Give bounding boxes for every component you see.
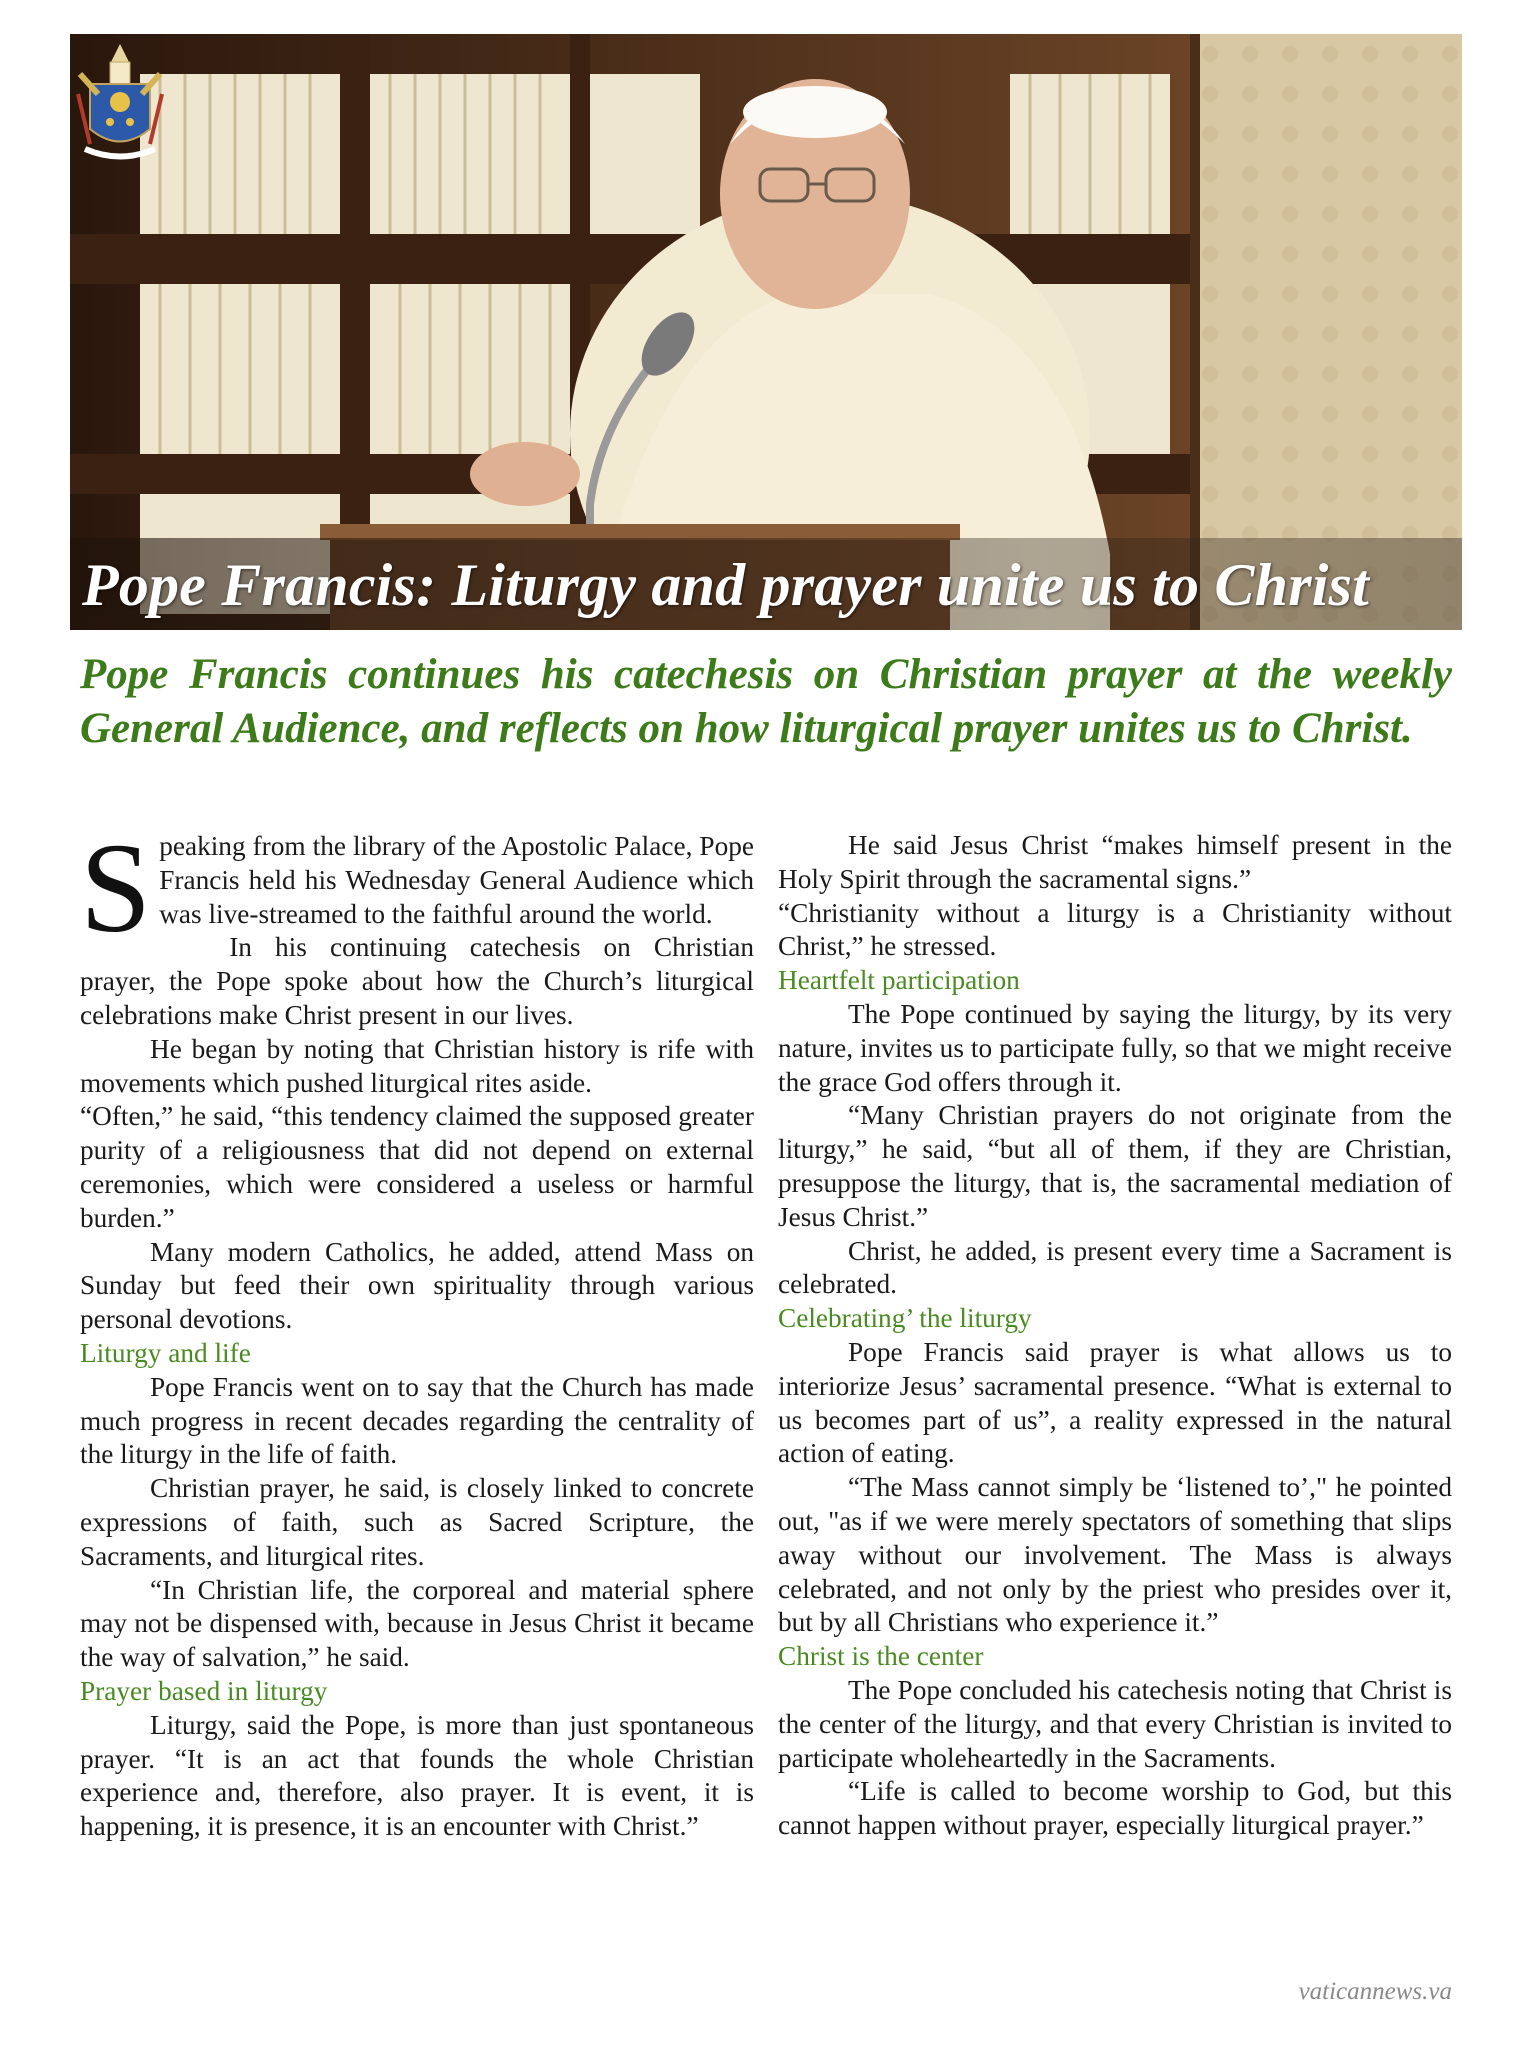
article-title: Pope Francis: Liturgy and prayer unite us to Christ (82, 552, 1370, 618)
paragraph: “Christianity without a liturgy is a Christianity without Christ,” he stressed. (778, 897, 1452, 962)
paragraph: He began by noting that Christian history is rife with movements which pushed liturgical rites aside. (80, 1033, 754, 1098)
section-heading: Prayer based in liturgy (80, 1675, 328, 1706)
section-heading: Liturgy and life (80, 1337, 251, 1368)
right-column (778, 829, 1452, 1843)
section-heading: Christ is the center (778, 1641, 984, 1672)
paragraph: Pope Francis said prayer is what allows us to interiorize Jesus’ sacramental presence. “What is external to us becomes part of us”, a reality expressed in the natural action of eating. (778, 1336, 1452, 1469)
paragraph-lead (80, 817, 754, 959)
section-heading: Heartfelt participation (778, 965, 1020, 996)
source-credit: vaticannews.va (1298, 1978, 1452, 2005)
paragraph: “In Christian life, the corporeal and material sphere may not be dispensed with, because in Jesus Christ it became the way of salvation,” he said. (80, 1574, 754, 1673)
paragraph: Christ, he added, is present every time a Sacrament is celebrated. (778, 1235, 1452, 1300)
article-subtitle: Pope Francis continues his catechesis on Christian prayer at the weekly General Audience, and reflects on how liturgical prayer unites us to Christ. (80, 651, 1452, 752)
left-column (80, 817, 754, 1844)
paragraph-text: peaking from the library of the Apostolic Palace, Pope Francis held his Wednesday General Audience which was live-streamed to the faithful around the world. (159, 831, 754, 929)
paragraph: He said Jesus Christ “makes himself present in the Holy Spirit through the sacramental signs.” (778, 830, 1452, 894)
paragraph: The Pope concluded his catechesis noting that Christ is the center of the liturgy, and that every Christian is invited to participate wholeheartedly in the Sacraments. (778, 1674, 1452, 1773)
paragraph: Liturgy, said the Pope, is more than just spontaneous prayer. “It is an act that founds the whole Christian experience and, therefore, also prayer. It is event, it is happening, it is presence, it is an encounter with Christ.” (80, 1709, 754, 1842)
paragraph: Pope Francis went on to say that the Church has made much progress in recent decades regarding the centrality of the liturgy in the life of faith. (80, 1371, 754, 1470)
drop-cap: S (80, 817, 152, 959)
paragraph: “Life is called to become worship to God, but this cannot happen without prayer, especially liturgical prayer.” (778, 1776, 1452, 1841)
hero-image (70, 34, 1462, 630)
papal-crest-icon (70, 34, 170, 174)
section-heading: Celebrating’ the liturgy (778, 1303, 1032, 1334)
paragraph: “Many Christian prayers do not originate from the liturgy,” he said, “but all of them, if they are Christian, presuppose the liturgy, that is, the sacramental mediation of Jesus Christ.” (778, 1100, 1452, 1232)
paragraph: Christian prayer, he said, is closely linked to concrete expressions of faith, such as Sacred Scripture, the Sacraments, and liturgical rites. (80, 1473, 754, 1571)
title-band (70, 538, 1462, 630)
paragraph: “The Mass cannot simply be ‘listened to’," he pointed out, "as if we were merely spectators of something that slips away without our involvement. The Mass is always celebrated, and not only by the priest who presides over it, but by all Christians who experience it.” (778, 1472, 1452, 1638)
paragraph: The Pope continued by saying the liturgy, by its very nature, invites us to participate fully, so that we might receive the grace God offers through it. (778, 998, 1452, 1097)
paragraph: “Often,” he said, “this tendency claimed the supposed greater purity of a religiousness that did not depend on external ceremonies, which were considered a useless or harmful burden.” (80, 1101, 754, 1233)
paragraph: In his continuing catechesis on Christian prayer, the Pope spoke about how the Church’s liturgical celebrations make Christ present in our lives. (80, 932, 754, 1030)
paragraph: Many modern Catholics, he added, attend Mass on Sunday but feed their own spirituality through various personal devotions. (80, 1236, 754, 1335)
